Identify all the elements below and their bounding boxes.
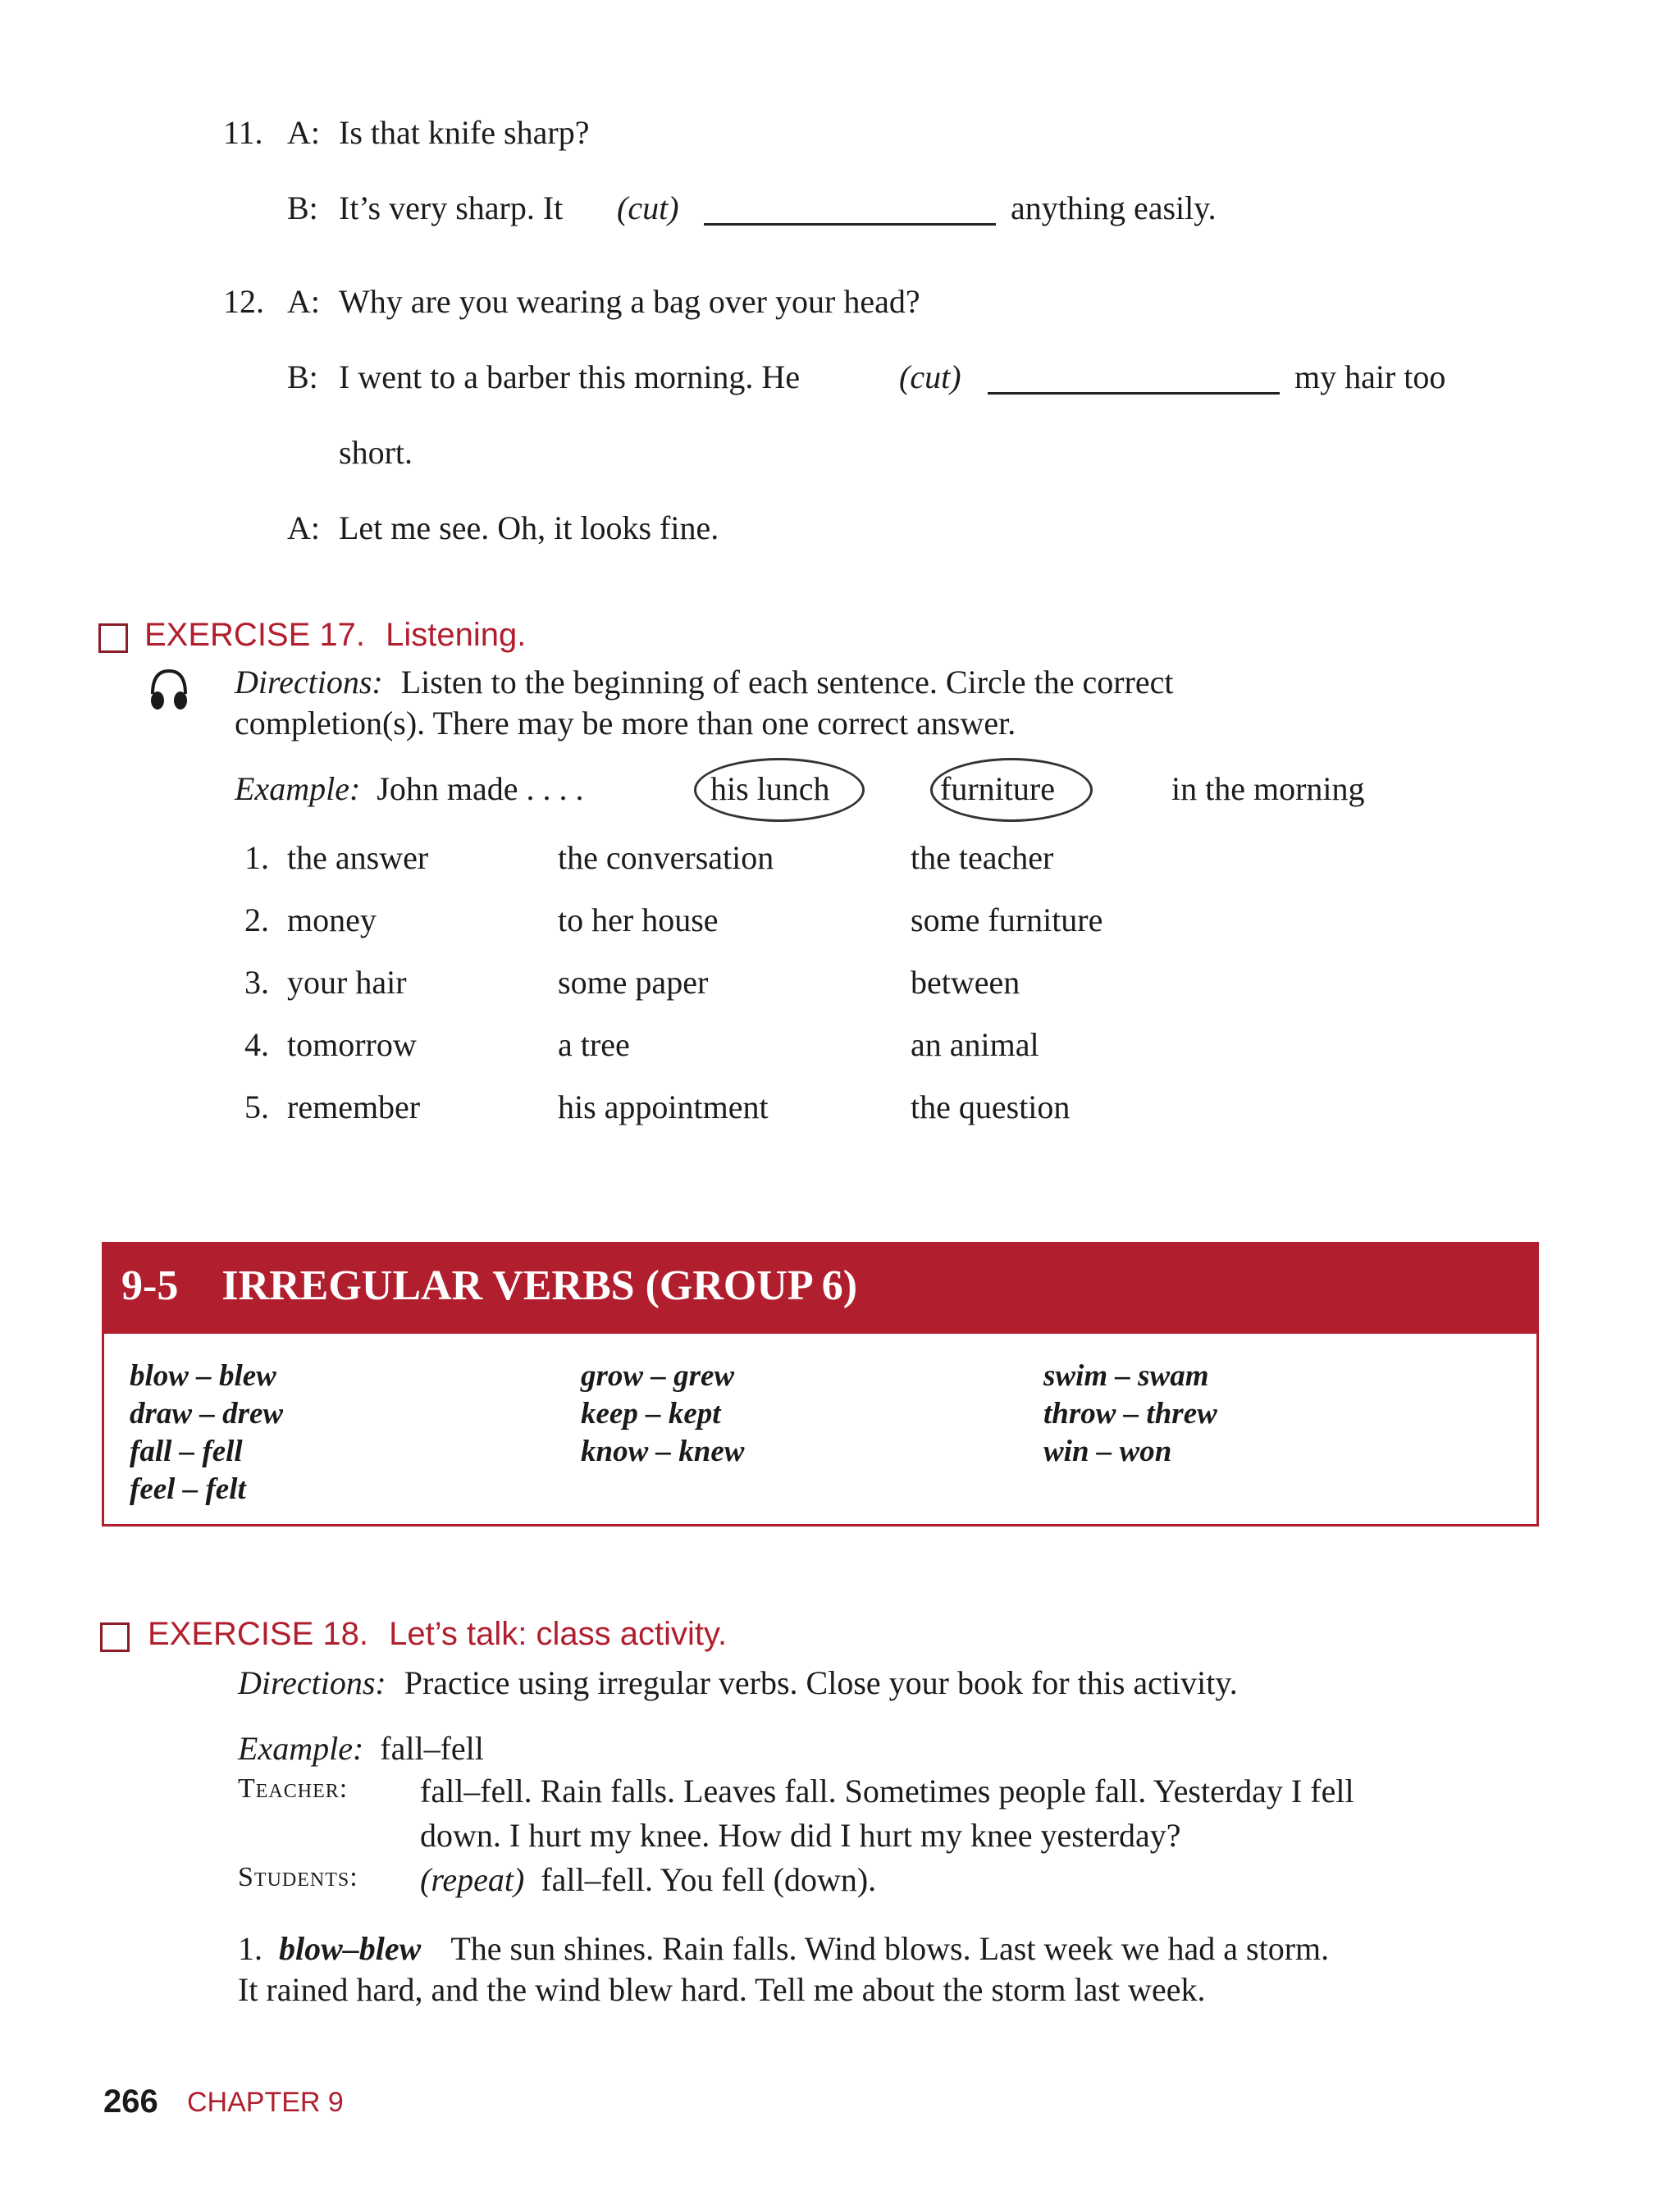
speaker-b-label: B: (287, 189, 318, 226)
directions-text: Practice using irregular verbs. Close your book for this activity. (404, 1664, 1238, 1701)
verb-pair: blow – blew (130, 1359, 276, 1393)
verb-pair: grow – grew (581, 1359, 735, 1393)
item-12-answer-end: my hair too (1294, 358, 1446, 395)
choice[interactable]: a tree (558, 1026, 630, 1063)
item-12-answer-start: I went to a barber this morning. He (339, 358, 801, 395)
choice[interactable]: the answer (287, 839, 429, 876)
item-11-answer-start: It’s very sharp. It (339, 189, 564, 226)
exercise-18-heading (148, 1616, 727, 1653)
exercise-18-item-1-line-1 (238, 1929, 1329, 1968)
item-12-reply: Let me see. Oh, it looks fine. (339, 509, 719, 546)
speaker-a-label: A: (287, 509, 320, 546)
choice[interactable]: the question (911, 1088, 1071, 1125)
item-number: 2. (244, 901, 269, 938)
item-number: 4. (244, 1026, 269, 1063)
choice[interactable]: money (287, 901, 377, 938)
item-1-verb: blow–blew (279, 1930, 422, 1967)
exercise-17-label: EXERCISE 17. (144, 617, 366, 653)
verb-pair: draw – drew (130, 1397, 284, 1431)
choice[interactable]: the conversation (558, 839, 774, 876)
exercise-17-example (235, 769, 583, 808)
verb-pair: swim – swam (1043, 1359, 1209, 1393)
exercise-18-directions (238, 1663, 1238, 1702)
example-choice-1: his lunch (710, 770, 830, 807)
teacher-label: Teacher: (238, 1773, 349, 1804)
exercise-17-directions-line1 (235, 663, 1174, 701)
choice[interactable]: his appointment (558, 1088, 769, 1125)
choice[interactable]: your hair (287, 964, 407, 1001)
choice[interactable]: the teacher (911, 839, 1054, 876)
page-number: 266 (103, 2083, 158, 2120)
students-hint: (repeat) (420, 1861, 525, 1898)
choice[interactable]: an animal (911, 1026, 1039, 1063)
verb-pair: feel – felt (130, 1472, 246, 1506)
item-12-question: Why are you wearing a bag over your head? (339, 283, 920, 320)
example-text: fall–fell (380, 1730, 484, 1767)
item-number: 5. (244, 1088, 269, 1125)
item-11-question: Is that knife sharp? (339, 114, 590, 151)
chart-title-text: IRREGULAR VERBS (GROUP 6) (221, 1262, 858, 1309)
chart-title (121, 1262, 857, 1310)
choice[interactable]: some paper (558, 964, 709, 1001)
exercise-17-checkbox[interactable] (98, 623, 128, 653)
example-choice-3: in the morning (1171, 770, 1365, 807)
example-choice-2: furniture (940, 770, 1055, 807)
speaker-a-label: A: (287, 114, 320, 151)
headphones-icon (146, 666, 192, 714)
directions-label: Directions: (235, 664, 383, 701)
exercise-18-example (238, 1729, 484, 1768)
exercise-18-checkbox[interactable] (100, 1622, 130, 1652)
verb-pair: fall – fell (130, 1435, 243, 1468)
item-number: 1. (238, 1930, 262, 1967)
directions-text: Listen to the beginning of each sentence. Circle the correct (400, 664, 1174, 701)
teacher-line-2: down. I hurt my knee. How did I hurt my knee yesterday? (420, 1817, 1181, 1854)
item-number: 3. (244, 964, 269, 1001)
example-stem: John made . . . . (377, 770, 584, 807)
exercise-18-label: EXERCISE 18. (148, 1616, 369, 1652)
students-line (420, 1860, 876, 1899)
chart-number: 9-5 (121, 1262, 179, 1309)
exercise-17-title: Listening. (386, 617, 527, 653)
verb-pair: throw – threw (1043, 1397, 1217, 1431)
speaker-b-label: B: (287, 358, 318, 395)
item-12-answer-blank[interactable] (988, 384, 1280, 395)
teacher-line-1: fall–fell. Rain falls. Leaves fall. Sometimes people fall. Yesterday I fell (420, 1773, 1354, 1809)
students-label: Students: (238, 1862, 358, 1892)
item-12-verb-hint: (cut) (899, 358, 961, 395)
item-11-verb-hint: (cut) (617, 189, 679, 226)
item-11-answer-blank[interactable] (704, 215, 996, 226)
choice[interactable]: to her house (558, 901, 719, 938)
item-12-number: 12. (223, 283, 264, 320)
exercise-18-item-1-line-2: It rained hard, and the wind blew hard. Tell me about the storm last week. (238, 1971, 1206, 2008)
verb-pair: know – knew (581, 1435, 745, 1468)
exercise-18-title: Let’s talk: class activity. (389, 1616, 728, 1652)
choice[interactable]: between (911, 964, 1020, 1001)
directions-label: Directions: (238, 1664, 386, 1701)
item-11-number: 11. (223, 114, 263, 151)
verb-pair: win – won (1043, 1435, 1172, 1468)
item-1-text: The sun shines. Rain falls. Wind blows. Last week we had a storm. (450, 1930, 1330, 1967)
verb-pair: keep – kept (581, 1397, 721, 1431)
exercise-17-directions-line2: completion(s). There may be more than one correct answer. (235, 705, 1016, 742)
students-text: fall–fell. You fell (down). (541, 1861, 877, 1898)
choice[interactable]: some furniture (911, 901, 1103, 938)
exercise-17-heading (144, 617, 526, 654)
speaker-a-label: A: (287, 283, 320, 320)
item-11-answer-end: anything easily. (1011, 189, 1217, 226)
chapter-label: CHAPTER 9 (187, 2087, 344, 2118)
item-number: 1. (244, 839, 269, 876)
example-label: Example: (238, 1730, 364, 1767)
chart-body (102, 1334, 1539, 1527)
example-label: Example: (235, 770, 361, 807)
item-12-answer-continued: short. (339, 434, 413, 471)
choice[interactable]: remember (287, 1088, 421, 1125)
choice[interactable]: tomorrow (287, 1026, 417, 1063)
